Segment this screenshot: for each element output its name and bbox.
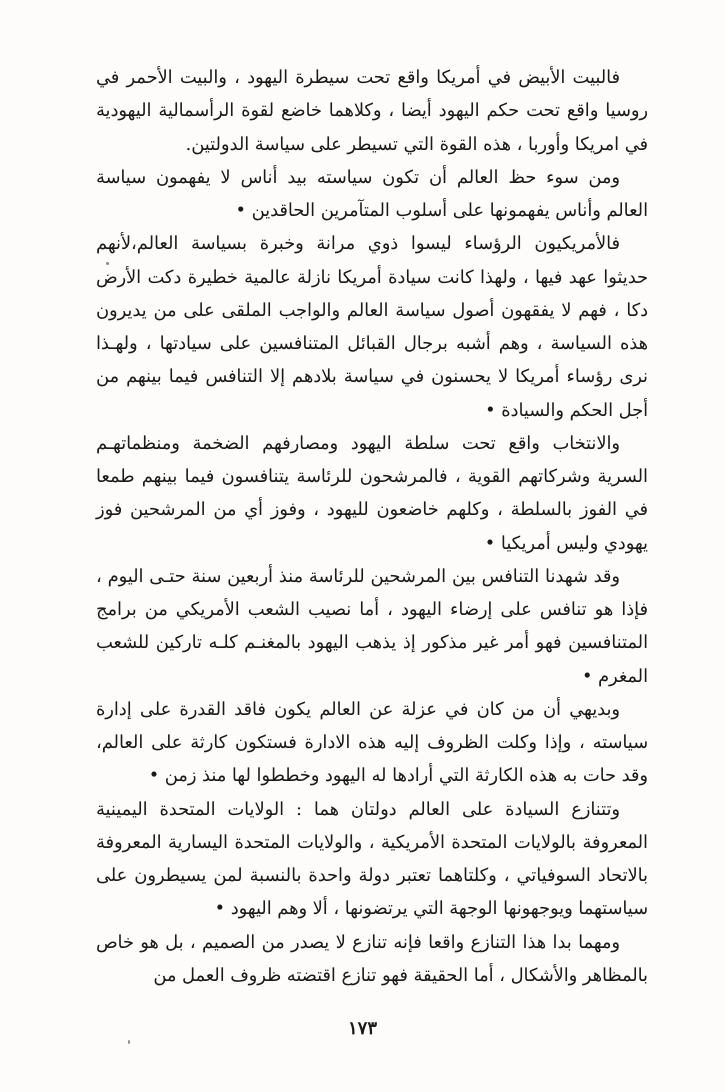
paragraph-3: فالأمريكيون الرؤساء ليسوا ذوي مرانة وخبرة بسياسة العالم،لأنهم حديثوا عهد فيها ، ولهذا كانت سيادة أمريكا نازلة عالمية خطيرة دكت الأرض دكا ، فهم لا يفقهون أصول سياسة العالم والواجب الملقى على من يديرون هذه السياسة ، وهم أشبه برجال القبائل المتنافسين على سيادتها ، ولهـذا نرى رؤساء أمريكا لا يحسنون في سياسة بلادهم إلا التنافس فيما بينهم من أجل الحكم والسيادة • xyxy=(96,234,648,421)
scan-speck xyxy=(128,1040,130,1044)
paragraph-7: وتتنازع السيادة على العالم دولتان هما : الولايات المتحدة اليمينية المعروفة بالولايات المتحدة الأمريكية ، والولايات المتحدة اليسارية المعروفة بالاتحاد السوفياتي ، وكلتاهما تعتبر دولة واحدة بالنسبة لمن يسيطرون على سياستهما ويوجهونها الوجهة التي يرتضونها ، ألا وهم اليهود • xyxy=(96,799,648,920)
paragraph-8: ومهما بدا هذا التنازع واقعا فإنه تنازع لا يصدر من الصميم ، بل هو خاص بالمظاهر والأشكال ، أما الحقيقة فهو تنازع اقتضته ظروف العمل من xyxy=(96,932,648,986)
page-number: ١٧٣ xyxy=(347,1018,377,1039)
scan-speck xyxy=(106,262,109,265)
paragraph-6: وبديهي أن من كان في عزلة عن العالم يكون فاقد القدرة على إدارة سياسته ، وإذا وكلت الظروف إليه هذه الادارة فستكون كارثة على العالم، وقد حات به هذه الكارثة التي أرادها له اليهود وخططوا لها منذ زمن • xyxy=(96,699,648,787)
body-text xyxy=(96,62,648,993)
paragraph-4: والانتخاب واقع تحت سلطة اليهود ومصارفهم الضخمة ومنظماتهـم السرية وشركاتهم القوية ، فالمرشحون للرئاسة يتنافسون فيما بينهم طمعا في الفوز بالسلطة ، وكلهم خاضعون لليهود ، وفوز أي من المرشحين فوز يهودي وليس أمريكيا • xyxy=(96,433,648,554)
paragraph-5: وقد شهدنا التنافس بين المرشحين للرئاسة منذ أربعين سنة حتـى اليوم ، فإذا هو تنافس على إرضاء اليهود ، أما نصيب الشعب الأمريكي من برامج المتنافسين فهو أمر غير مذكور إذ يذهب اليهود بالمغنـم كلـه تاركين للشعب المغرم • xyxy=(96,566,648,687)
paragraph-2: ومن سوء حظ العالم أن تكون سياسته بيد أناس لا يفهمون سياسة العالم وأناس يفهمونها على أسلوب المتآمرين الحاقدين • xyxy=(96,167,648,221)
paragraph-1: فالبيت الأبيض في أمريكا واقع تحت سيطرة اليهود ، والبيت الأحمر في روسيا واقع تحت حكم اليهود أيضا ، وكلاهما خاضع لقوة الرأسمالية اليهودية في امريكا وأوربا ، هذه القوة التي تسيطر على سياسة الدولتين. xyxy=(96,68,648,155)
